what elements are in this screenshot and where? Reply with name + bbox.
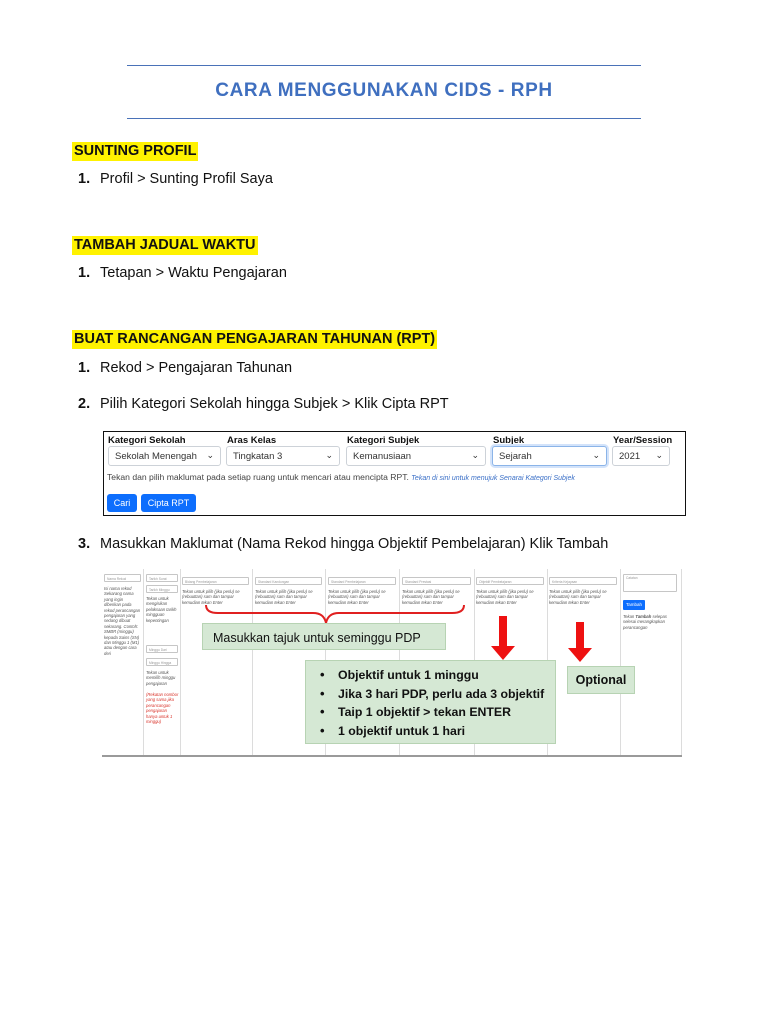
- select-kategori-sekolah[interactable]: [108, 446, 221, 466]
- callout-optional-text: Optional: [575, 673, 627, 687]
- select-subjek[interactable]: [492, 446, 607, 466]
- select-value: Sejarah: [499, 451, 532, 462]
- red-arrow-down-icon: [568, 648, 592, 662]
- tambah-note: [623, 614, 679, 630]
- column-divider: [681, 569, 682, 755]
- section-heading-tambah-jadual-waktu: TAMBAH JADUAL WAKTU: [74, 237, 256, 253]
- page-title: CARA MENGGUNAKAN CIDS - RPH: [215, 80, 553, 101]
- red-arrow-down-icon: [491, 646, 515, 660]
- column-help: Tekan untuk pilih (jika perlu) se (rebuuttan) sam dan tampar kemudian tekan Enter: [549, 589, 607, 605]
- chevron-down-icon: ⌄: [592, 450, 600, 460]
- select-kategori-subjek[interactable]: [346, 446, 486, 466]
- minggu-dari-input[interactable]: Minggu Dari: [146, 645, 178, 653]
- top-rule: [127, 65, 641, 66]
- red-brace-icon: [200, 603, 470, 625]
- minggu-note: (Rekatan nombor yang sama jika perancangan pengajaran hanya untuk 1 minggu): [146, 692, 179, 725]
- rpt-search-form: [103, 431, 686, 516]
- step-rpt-1: [78, 360, 292, 376]
- label-kategori-subjek: Kategori Subjek: [347, 435, 420, 446]
- section-heading-sunting-profil: SUNTING PROFIL: [74, 143, 197, 159]
- red-arrow-stem: [576, 622, 584, 648]
- step-number: 3.: [78, 536, 91, 552]
- standard-pembelajaran-select[interactable]: Standard Pembelajaran: [328, 577, 396, 585]
- bidang-pembelajaran-select[interactable]: Bidang Pembelajaran: [182, 577, 249, 585]
- bullet-item: • Taip 1 objektif > tekan ENTER: [310, 703, 551, 722]
- column-help: Tekan untuk pilih (jika perlu) se (rebuuttan) sam dan tampar kemudian tekan Enter: [476, 589, 534, 605]
- step-number: 2.: [78, 396, 91, 412]
- tambah-button[interactable]: Tambah: [623, 600, 645, 610]
- nama-rekod-input[interactable]: Nama Rekod: [104, 574, 141, 582]
- callout-pdp-text: Masukkan tajuk untuk seminggu PDP: [213, 631, 421, 645]
- step-number: 1.: [78, 360, 91, 376]
- minggu-hingga-input[interactable]: Minggu Hingga: [146, 658, 178, 666]
- select-value: 2021: [619, 451, 641, 462]
- column-divider: [620, 569, 621, 755]
- select-value: Sekolah Menengah: [115, 451, 197, 462]
- bullet-item: • Objektif untuk 1 minggu: [310, 666, 551, 685]
- section-heading-rpt: BUAT RANCANGAN PENGAJARAN TAHUNAN (RPT): [74, 331, 436, 347]
- step-text: Masukkan Maklumat (Nama Rekod hingga Objektif Pembelajaran) Klik Tambah: [100, 536, 609, 552]
- chevron-down-icon: ⌄: [471, 450, 479, 460]
- step-text: Tetapan > Waktu Pengajaran: [100, 265, 287, 281]
- step-text: Rekod > Pengajaran Tahunan: [100, 360, 293, 376]
- column-help: Tekan untuk pilih (jika perlu) se (rebuuttan) sam dan tampar kemudian tekan Enter: [255, 589, 313, 605]
- label-year-session: Year/Session: [613, 435, 673, 446]
- tambah-note-suffix: selepas selesai merangkapkan perancangan: [623, 614, 667, 630]
- title-underline: [127, 118, 641, 119]
- label-subjek: Subjek: [493, 435, 525, 446]
- step-sunting-profil-1: [78, 171, 273, 187]
- step-jadual-waktu-1: [78, 265, 287, 281]
- objektif-pembelajaran-select[interactable]: Objektif Pembelajaran: [476, 577, 544, 585]
- callout-optional: [567, 666, 635, 694]
- tambah-note-prefix: Tekan: [623, 614, 636, 619]
- select-value: Kemanusiaan: [353, 451, 412, 462]
- column-help: Tekan untuk pilih (jika perlu) se (rebuuttan) sam dan tampar kemudian tekan Enter: [328, 589, 386, 605]
- bullet-item: • Jika 3 hari PDP, perlu ada 3 objektif: [310, 685, 551, 704]
- column-divider: [180, 569, 181, 755]
- chevron-down-icon: ⌄: [206, 450, 214, 460]
- form-help-text: [107, 472, 575, 482]
- step-number: 1.: [78, 171, 91, 187]
- objektif-bullet-list: [310, 666, 551, 740]
- column-help: Tekan untuk pilih (jika perlu) se (rebuuttan) sam dan tampar kemudian tekan Enter: [182, 589, 240, 605]
- select-aras-kelas[interactable]: [226, 446, 340, 466]
- tambah-note-bold: Tambah: [635, 614, 652, 619]
- callout-objektif-list: [305, 660, 556, 744]
- standard-kandungan-select[interactable]: Standard Kandungan: [255, 577, 322, 585]
- step-rpt-3: [78, 536, 608, 552]
- kriteria-kejayaan-select[interactable]: Kriteria Kejayaan: [549, 577, 617, 585]
- help-link[interactable]: Tekan di sini untuk menujuk Senarai Kategori Subjek: [411, 475, 575, 482]
- callout-pdp-title: [202, 623, 446, 650]
- catatan-textarea[interactable]: Catatan: [623, 574, 677, 592]
- step-text: Pilih Kategori Sekolah hingga Subjek > Klik Cipta RPT: [100, 396, 449, 412]
- column-help: Tekan untuk pilih (jika perlu) se (rebuuttan) sam dan tampar kemudian tekan Enter: [402, 589, 460, 605]
- standard-prestasi-select[interactable]: Standard Prestasi: [402, 577, 471, 585]
- select-value: Tingkatan 3: [233, 451, 283, 462]
- red-arrow-stem: [499, 616, 507, 646]
- tarikh-surat-input[interactable]: Tarikh Surat: [146, 574, 178, 582]
- help-text: Tekan dan pilih maklumat pada setiap ruang untuk mencari atau mencipta RPT.: [107, 472, 409, 482]
- tarikh-minggu-input[interactable]: Tarikh Minggu: [146, 585, 178, 593]
- minggu-help: Tekan untuk memilih minggu pengajaran: [146, 670, 176, 686]
- column-divider: [252, 569, 253, 755]
- step-text: Profil > Sunting Profil Saya: [100, 171, 273, 187]
- select-year-session[interactable]: [612, 446, 670, 466]
- cipta-rpt-button[interactable]: Cipta RPT: [141, 494, 196, 512]
- bullet-item: • 1 objektif untuk 1 hari: [310, 722, 551, 741]
- step-rpt-2: [78, 396, 449, 412]
- column-divider: [143, 569, 144, 755]
- tarikh-help: Tekan untuk mengisikan pelaksaan tarikh mingguan kepentingan: [146, 596, 177, 623]
- chevron-down-icon: ⌄: [655, 450, 663, 460]
- nama-rekod-help: Isi nama rekod Sekarang nama yang ingin diberikan pada rekod perancangan pengajaran yang sedang dibuat sekarang. Contoh: SMBR (minggu) kepada Sains (SN) dan Minggu 1 (M1) atau dengan cara deri: [104, 586, 141, 656]
- step-number: 1.: [78, 265, 91, 281]
- label-aras-kelas: Aras Kelas: [227, 435, 277, 446]
- cari-button[interactable]: Cari: [107, 494, 137, 512]
- label-kategori-sekolah: Kategori Sekolah: [108, 435, 186, 446]
- chevron-down-icon: ⌄: [325, 450, 333, 460]
